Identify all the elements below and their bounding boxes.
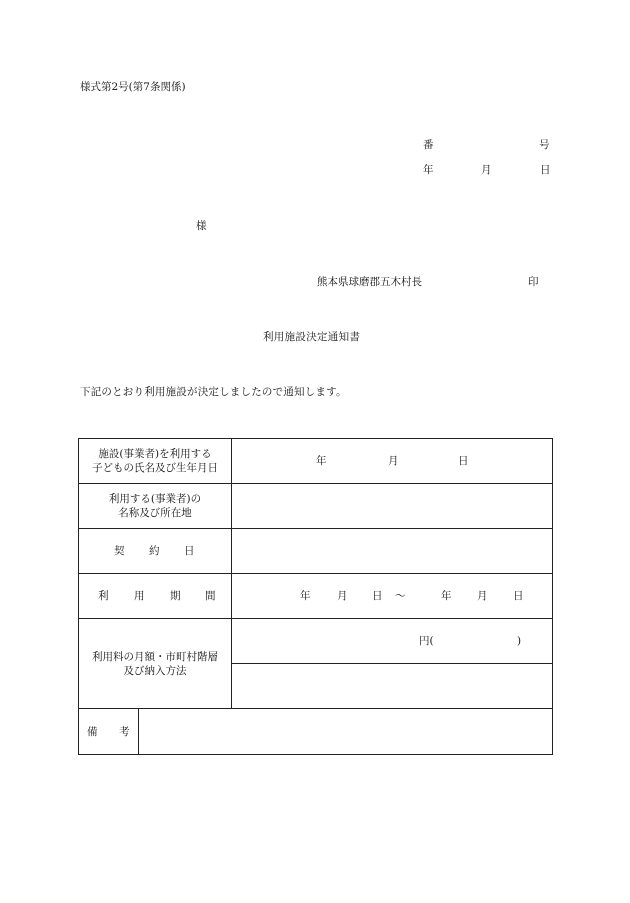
period-end-day: 日 [513,590,524,602]
label-usage-period [79,574,232,619]
label-line: 利用料の月額・市町村階層 [92,650,218,663]
row-remarks [79,709,553,755]
row-contract-date [79,529,553,574]
label-remarks [79,709,139,755]
value-facility-name-address[interactable] [232,484,553,529]
notification-table [78,438,553,755]
label-facility-name-address [79,484,232,529]
doc-number-gou: 号 [539,139,550,151]
label-line: 名称及び所在地 [118,507,192,519]
date-day: 日 [540,164,551,176]
birth-month: 月 [388,455,399,467]
intro-text: 下記のとおり利用施設が決定しましたので通知します。 [80,386,347,398]
label-char: 利 [98,590,109,602]
value-usage-period[interactable] [232,574,553,619]
value-contract-date[interactable] [232,529,553,574]
label-char: 用 [134,590,145,602]
period-start-year: 年 [300,590,311,602]
period-end-year: 年 [441,590,452,602]
label-line: 施設(事業者)を利用する [98,448,212,460]
label-char: 日 [184,545,195,557]
row-child-name-birthdate [79,439,553,484]
label-line: 利用する(事業者)の [108,493,202,505]
label-char: 契 [114,545,125,557]
form-number: 様式第2号(第7条関係) [80,81,186,93]
birth-year: 年 [316,455,327,467]
seal-mark: 印 [528,276,539,288]
addressee-sama: 様 [196,220,207,232]
fee-close-paren: ) [517,635,522,647]
period-end-month: 月 [477,590,488,602]
row-facility-name-address [79,484,553,529]
value-payment-method[interactable] [232,664,553,709]
issuer-name: 熊本県球磨郡五木村長 [317,276,422,288]
doc-number-ban: 番 [423,139,434,151]
birth-day: 日 [458,455,469,467]
date-year: 年 [423,164,434,176]
label-char: 間 [205,590,216,602]
date-month: 月 [481,164,492,176]
label-char: 期 [170,590,181,602]
label-char: 考 [119,725,130,738]
row-fee-top [79,619,553,664]
label-line: 及び納入方法 [123,664,187,677]
value-monthly-fee[interactable] [232,619,553,664]
value-child-name-birthdate[interactable] [232,439,553,484]
label-char: 備 [87,725,98,738]
value-remarks[interactable] [139,709,553,755]
period-tilde: ～ [395,590,406,602]
label-line: 子どもの氏名及び生年月日 [92,462,218,474]
label-char: 約 [149,545,160,557]
fee-yen: 円( [419,635,434,647]
period-start-month: 月 [337,590,348,602]
label-contract-date [79,529,232,574]
label-monthly-fee [79,619,232,709]
period-start-day: 日 [372,590,383,602]
document-title: 利用施設決定通知書 [263,331,361,343]
label-child-name-birthdate [79,439,232,484]
row-usage-period [79,574,553,619]
